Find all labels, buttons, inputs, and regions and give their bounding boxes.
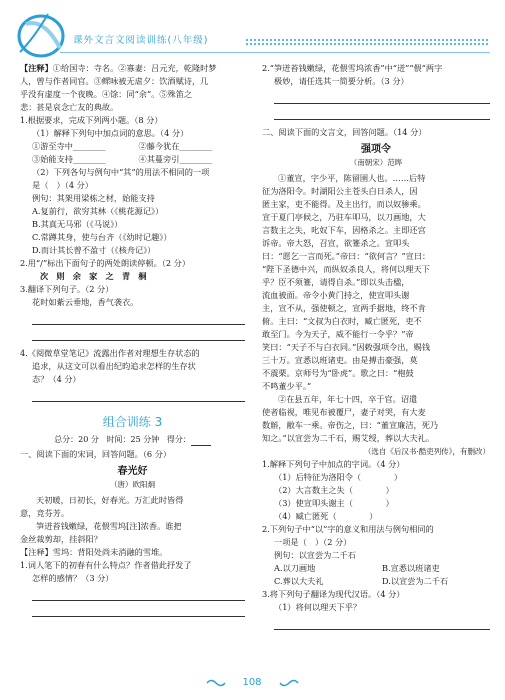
rq3-sub: （1）将何以理天下乎？: [274, 602, 362, 612]
q1-item: ③始能支持________: [32, 154, 106, 164]
note-line: 乎没有虚度一个夜晚。④馀：同“余”。⑤殊笛之: [20, 89, 193, 99]
meta-time: 时间：25 分钟: [106, 435, 160, 444]
pq2-stem: 2.“笋迸苔钱嫩绿，花偎雪坞浓香”中“迸”“偎”两字: [262, 63, 443, 73]
poem-line: 笋迸苔钱嫩绿，花偎雪坞[注]浓香。谁把: [36, 521, 182, 531]
answer-line[interactable]: [32, 388, 245, 402]
q1-item: ②藤今犹在________: [138, 141, 213, 151]
answer-line[interactable]: [274, 616, 490, 630]
rq2-option-a: A.以刀画地: [274, 563, 316, 573]
answer-line[interactable]: [32, 603, 245, 617]
header-rule: [60, 52, 490, 53]
note-line: 人，曾与作者同官。③鳏咏被无虐夕：饮酒赋诗，几: [20, 76, 209, 86]
left-column: [20, 62, 245, 617]
prose-line: 诉帝。帝大怒，召宣，欲箠杀之。宣叩头: [262, 238, 410, 248]
prose-line: 匿主家，吏不能得。及主出行，而以奴骖乘。: [262, 199, 426, 209]
q1-option-c: C.常蹲其身，使与台齐（《幼时记趣》）: [32, 232, 172, 242]
q1-items-row: [20, 153, 245, 166]
q1-sub2: （2）下列各句与例句中“其”的用法不相同的一项: [32, 167, 210, 177]
q1-option-d: D.而计其长曾不盈寸（《核舟记》）: [32, 245, 156, 255]
q1-item: ④其蔓旁引________: [138, 154, 213, 164]
rq1-item: （3）使宣叩头谢主（ ）: [274, 498, 394, 508]
rq2-option-c: C.葬以大夫礼: [274, 576, 324, 586]
prose-line: 宣于夏门亭候之，乃驻车叩马，以刀画地，大: [262, 212, 426, 222]
prose-line: ①董宣，字少平，陈留圉人也。……后特: [278, 173, 426, 183]
poem-line: 天初暖，日初长，好春光。万汇此时皆得: [36, 495, 184, 505]
rq2-option-b: B.宣悉以班诸吏: [382, 563, 440, 573]
q1-example: 例句：其架用梁栋之材，始能支持: [32, 193, 155, 203]
rq2-stem: 2.下列句子中“以”字的意义和用法与例句相同的: [262, 524, 434, 534]
prose-title: 强项令: [361, 144, 391, 155]
q1-sub1: （1）解释下列句中加点词的意思。（4 分）: [32, 128, 189, 138]
q1-option-a: A.复前行，欲穷其林（《桃花源记》）: [32, 206, 164, 216]
q1-option-b: B.其真无马邪（《马说》）: [32, 219, 123, 229]
poem-author: （唐）欧阳炯: [110, 480, 155, 489]
rq1-item: （1）后特征为洛阳令（ ）: [274, 472, 403, 482]
right-ornament-icon: [278, 678, 300, 688]
prose-author: （南朝宋）范晔: [349, 158, 403, 167]
page-header: [0, 0, 505, 58]
poem-line: 意，竞芬芳。: [20, 508, 70, 518]
prose-line: 敢至门。今为天子，威不能行一令乎？”帝: [262, 329, 414, 339]
pq1-stem2: 怎样的感情？（3 分）: [32, 573, 114, 583]
answer-line[interactable]: [32, 311, 245, 325]
prose-line: 流血被面。帝令小黄门持之，使宣叩头谢: [262, 290, 410, 300]
answer-line[interactable]: [32, 327, 245, 341]
q2-text: 次 则 余 家 之 青 桐: [40, 271, 147, 281]
prose-line: 征为洛阳令。时湖阳公主苍头白日杀人，因: [262, 186, 418, 196]
right-column: [262, 62, 490, 630]
q1-stem: 1.根据要求，完成下列两小题。（8 分）: [20, 115, 163, 125]
prose-line: 使者临视，唯见布被覆尸，妻子对哭，有大麦: [262, 407, 426, 417]
rq1-item: （2）大言数主之失（ ）: [274, 485, 394, 495]
prose-line: 知之。”以宣尝为二千石，赐艾绶，葬以大夫礼。: [262, 433, 435, 443]
rq1-stem: 1.解释下列句子中加点的字词。（4 分）: [262, 459, 405, 469]
q4-stem3: 态？（4 分）: [32, 374, 81, 384]
header-dots: [245, 38, 490, 46]
poem-title: 春光好: [117, 466, 148, 477]
pq1-stem: 1.词人笔下的初春有什么特点？作者借此抒发了: [20, 560, 192, 570]
rq2-example: 例句：以宣尝为二千石: [274, 550, 356, 560]
answer-line[interactable]: [274, 106, 490, 120]
rq2-options-row: [262, 562, 490, 575]
q1-items-row: [20, 140, 245, 153]
rq1-item: （4）臧亡匿死（ ）: [274, 511, 378, 521]
notes-block: [20, 62, 245, 75]
q1-sub2b: 是（ ）（4 分）: [32, 180, 94, 190]
part1-heading: 一、阅读下面的宋词，回答问题。（6 分）: [20, 449, 172, 459]
prose-line: 数斛，敝车一乘。帝伤之，曰：“董宣廉洁，死乃: [262, 420, 439, 430]
notes-label: 【注释】: [20, 63, 53, 73]
prose-line: 不震栗。京师号为“卧虎”。歌之曰：“枹鼓: [262, 368, 414, 378]
meta-score: 得分：: [166, 435, 191, 444]
prose-line: 俯。主曰：“文叔为白衣时，臧亡匿死，吏不: [262, 316, 422, 326]
prose-line: 主，宣不从，强使顿之，宣两手据地，终不肯: [262, 303, 426, 313]
note-line: 悲：甚是哀念亡友的典故。: [20, 102, 119, 112]
answer-line[interactable]: [274, 90, 490, 104]
q3-text: 花时如紫云垂地，香气袭衣。: [32, 297, 139, 307]
q4-stem: 4.《阅微草堂笔记》流露出作者对理想生存状态的: [20, 348, 200, 358]
prose-line: 不鸣董少平。”: [262, 381, 312, 391]
prose-line: 三十万。宣悉以班诸吏。由是搏击豪强，莫: [262, 355, 418, 365]
score-blank[interactable]: [191, 445, 211, 446]
series-title: 课外文言文阅读训练(八年级): [73, 35, 209, 46]
prose-source: （选自《后汉书·酷吏列传》，有删改）: [363, 447, 490, 456]
answer-line[interactable]: [32, 587, 245, 601]
prose-line: ②在县五年，年七十四，卒于官。诏遣: [278, 394, 418, 404]
page-number: 108: [242, 677, 262, 688]
poem-note: 【注释】雪坞：背阳处尚未消融的雪堆。: [20, 547, 168, 557]
rq2-options-row: [262, 575, 490, 588]
pq2-stem2: 极妙，请任选其一简要分析。（3 分）: [274, 76, 409, 86]
meta-row: [20, 433, 245, 446]
prose-line: 言数主之失，叱奴下车，因格杀之。主即还宫: [262, 225, 426, 235]
q4-stem2: 追求，从这文可以看出纪昀追求怎样的生存状: [32, 361, 196, 371]
prose-line: “陛下圣德中兴，而纵奴杀良人，将何以理天下: [262, 264, 430, 274]
q2-stem: 2.用“/”标出下面句子的两处朗读停顿。（2 分）: [20, 258, 191, 268]
q1-item: ①游至寺中________: [32, 141, 106, 151]
prose-line: 笑曰：“天子不与白衣同。”因敕强项令出，赐钱: [262, 342, 431, 352]
part2-heading: 二、阅读下面的文言文，回答问题。（14 分）: [262, 127, 427, 137]
left-ornament-icon: [205, 678, 227, 688]
q3-stem: 3.翻译下列句子。（2 分）: [20, 284, 114, 294]
section-title: 组合训练 3: [102, 415, 163, 429]
rq3-stem: 3.将下列句子翻译为现代汉语。（4 分）: [262, 589, 405, 599]
meta-total: 总分：20 分: [54, 435, 99, 444]
rq2-stem2: 一项是（ ）（2 分）: [274, 537, 352, 547]
poem-line: 金丝裁剪却，挂斜阳？: [20, 534, 102, 544]
rq2-option-d: D.以宣尝为二千石: [382, 576, 449, 586]
note-line: ①给国寺：寺名。②寡妻：吕元充，乾隆时梦: [52, 63, 217, 73]
prose-line: 曰：“愿乞一言而死。”帝曰：“欲何言？”宣曰：: [262, 251, 431, 261]
prose-line: 乎？臣不须箠，请得自杀。”即以头击楹，: [262, 277, 410, 287]
